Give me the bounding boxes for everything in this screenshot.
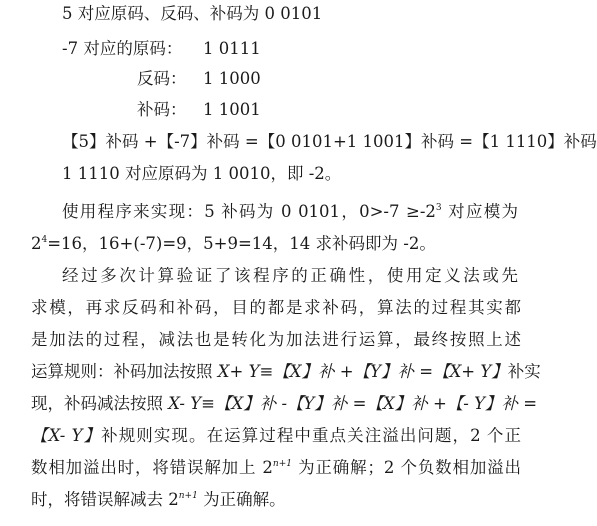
text: 求模，再求反码和补码，目的都是求补码，算法的过程其实都	[31, 298, 521, 317]
line-minus7-ones	[137, 69, 261, 89]
text: 数相加溢出时，将错误解加上 2	[31, 458, 273, 477]
text: 【5】补码 +【-7】补码 =【0 0101+1 1001】补码 =【1 1110】补码	[62, 132, 597, 151]
formula-add: X+ Y≡【X】补 +【Y】补 =【X+ Y】	[217, 362, 508, 381]
para-rules-l2	[31, 298, 521, 318]
para-rules-l4	[31, 362, 541, 382]
text: 对应模为	[441, 202, 518, 221]
text: 为正确解；2 个负数相加溢出	[292, 458, 521, 477]
text: 1 1110 对应原码为 1 0010，即 -2。	[62, 164, 342, 183]
text: 是加法的过程，减法也是转化为加法进行运算，最终按照上述	[31, 330, 521, 349]
line-complement-sum	[62, 132, 597, 152]
value: 1 1001	[203, 100, 261, 119]
line-original-codes	[62, 4, 322, 24]
text: 补规则实现。在运算过程中重点关注溢出问题，2 个正	[101, 426, 521, 445]
text: 现，补码减法按照	[31, 394, 169, 413]
superscript: 3	[435, 203, 442, 213]
label: -7 对应的原码：	[62, 39, 183, 58]
text: 使用程序来实现：5 补码为 0 0101，0>-7 ≥-2	[62, 202, 436, 221]
superscript: 4	[41, 235, 48, 245]
value: 1 1000	[203, 69, 261, 88]
formula-sub: X- Y≡【X】补 -【Y】补 =【X】补 +【- Y】补 =	[168, 394, 538, 413]
text: 时，将错误解减去 2	[31, 490, 179, 509]
para-rules-l3	[31, 330, 521, 350]
text: 5 对应原码、反码、补码为 0 0101	[62, 4, 323, 23]
superscript: n+1	[178, 491, 198, 501]
text: 为正确解。	[197, 490, 286, 509]
para-program-l2	[31, 234, 436, 254]
para-rules-l6	[31, 426, 521, 446]
label: 补码：	[137, 100, 187, 119]
text: 2	[31, 234, 42, 253]
para-rules-l1	[62, 266, 518, 286]
value: 1 0111	[203, 39, 261, 58]
text: =16，16+(-7)=9，5+9=14，14 求补码即为 -2。	[47, 234, 436, 253]
line-result	[62, 164, 341, 184]
para-rules-l7	[31, 458, 521, 478]
para-rules-l5	[31, 394, 538, 414]
superscript: n+1	[272, 459, 292, 469]
para-rules-l8	[31, 490, 286, 510]
para-program-l1	[62, 202, 518, 222]
line-minus7-original	[62, 39, 261, 59]
label: 反码：	[137, 69, 187, 88]
text: 补实	[507, 362, 541, 381]
formula-xy: 【X- Y】	[31, 426, 102, 445]
text: 运算规则：补码加法按照	[31, 362, 218, 381]
text: 经过多次计算验证了该程序的正确性，使用定义法或先	[62, 266, 518, 285]
line-minus7-twos	[137, 100, 261, 120]
